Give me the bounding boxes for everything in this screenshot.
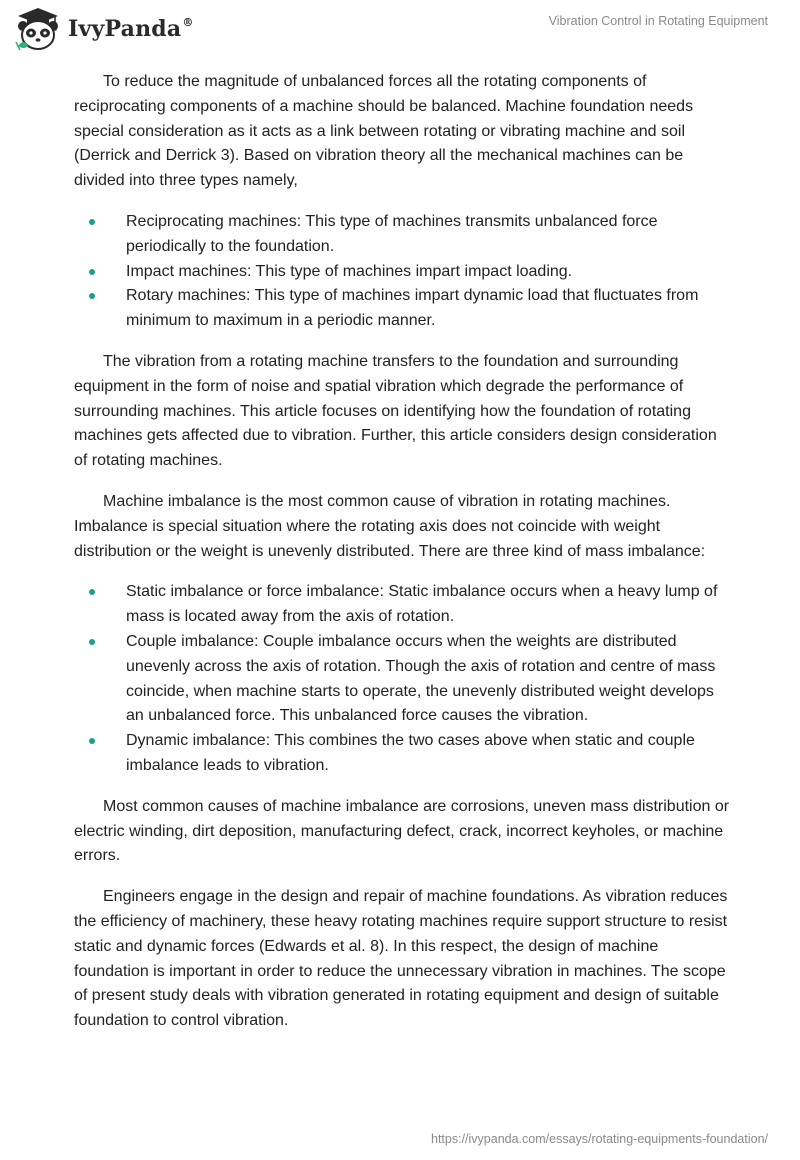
source-url[interactable]: https://ivypanda.com/essays/rotating-equipments-foundation/ — [431, 1132, 768, 1146]
list-item: Rotary machines: This type of machines impart dynamic load that fluctuates from minimum to maximum in a periodic manner. — [126, 284, 734, 334]
imbalance-types-list — [74, 580, 734, 778]
bullet-icon — [89, 639, 95, 645]
paragraph-1: To reduce the magnitude of unbalanced forces all the rotating components of reciprocating components of a machine should be balanced. Machine foundation needs special consideration as it acts as a link between rotating or vibrating machine and soil (Derrick and Derrick 3). Based on vibration theory all the mechanical machines can be divided into three types namely, — [74, 73, 694, 190]
page-header — [0, 0, 800, 60]
site-logo[interactable] — [14, 6, 194, 52]
list-item: Dynamic imbalance: This combines the two cases above when static and couple imbalance leads to vibration. — [126, 729, 734, 779]
article-body — [74, 70, 734, 1050]
paragraph-3: Machine imbalance is the most common cause of vibration in rotating machines. Imbalance is special situation where the rotating axis does not coincide with weight distribution or the weight is unevenly distributed. There are three kind of mass imbalance: — [74, 492, 706, 560]
bullet-icon — [89, 293, 95, 299]
bullet-icon — [89, 269, 95, 275]
bullet-icon — [89, 738, 95, 744]
brand-name: IvyPanda® — [68, 16, 194, 42]
list-item: Reciprocating machines: This type of machines transmits unbalanced force periodically to the foundation. — [126, 210, 734, 260]
list-item: Couple imbalance: Couple imbalance occurs when the weights are distributed unevenly across the axis of rotation. Though the axis of rotation and centre of mass coincide, when machine starts to operate, the unevenly distributed weight develops an unbalanced force. This unbalanced force causes the vibration. — [126, 630, 734, 729]
paragraph-5: Engineers engage in the design and repair of machine foundations. As vibration reduces the efficiency of machinery, these heavy rotating machines require support structure to resist static and dynamic forces (Edwards et al. 8). In this respect, the design of machine foundation is important in order to reduce the unnecessary vibration in machines. The scope of present study deals with vibration generated in rotating equipment and design of suitable foundation to control vibration. — [74, 888, 728, 1030]
document-title: Vibration Control in Rotating Equipment — [548, 14, 768, 28]
registered-mark: ® — [182, 16, 194, 29]
machine-types-list — [74, 210, 734, 334]
bullet-icon — [89, 219, 95, 225]
list-item: Impact machines: This type of machines impart impact loading. — [126, 260, 734, 285]
paragraph-4: Most common causes of machine imbalance are corrosions, uneven mass distribution or electric winding, dirt deposition, manufacturing defect, crack, incorrect keyholes, or machine errors. — [74, 797, 730, 865]
panda-logo-icon — [14, 6, 62, 52]
list-item: Static imbalance or force imbalance: Static imbalance occurs when a heavy lump of mass is located away from the axis of rotation. — [126, 580, 734, 630]
bullet-icon — [89, 589, 95, 595]
paragraph-2: The vibration from a rotating machine transfers to the foundation and surrounding equipment in the form of noise and spatial vibration which degrade the performance of surrounding machines. This article focuses on identifying how the foundation of rotating machines gets affected due to vibration. Further, this article considers design consideration of rotating machines. — [74, 352, 717, 470]
